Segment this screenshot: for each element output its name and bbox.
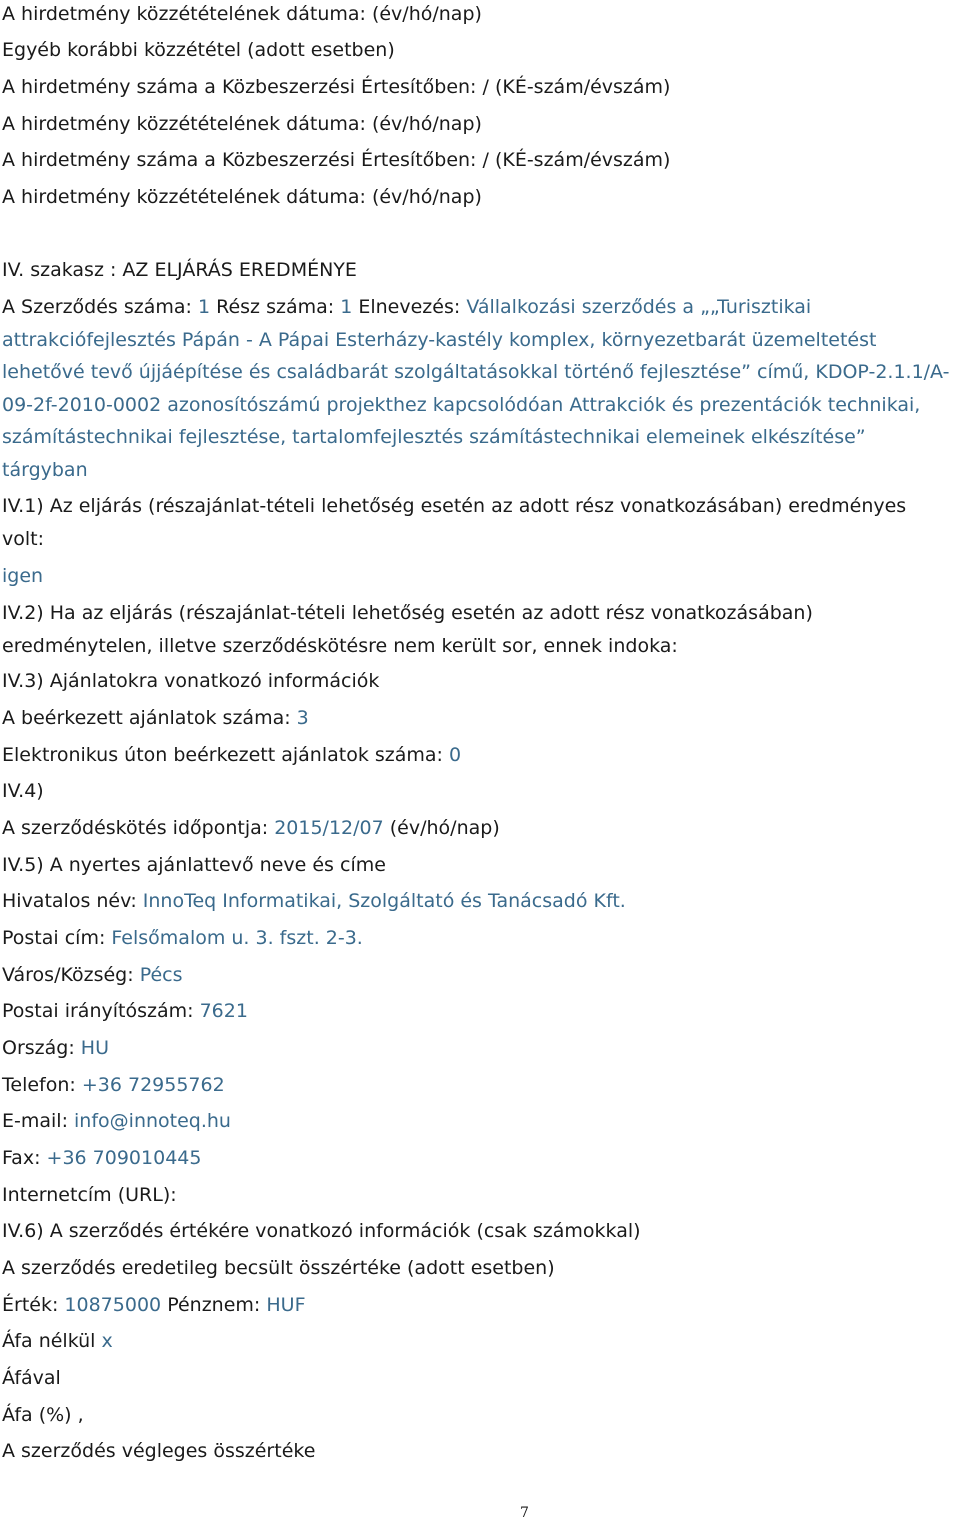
header-line-3: A hirdetmény száma a Közbeszerzési Értesítőben: / (KÉ-szám/évszám)	[2, 76, 671, 98]
section-title: IV. szakasz : AZ ELJÁRÁS EREDMÉNYE	[2, 259, 357, 281]
beerkezett-ajanlatok	[2, 706, 309, 730]
elnevezes-value: Vállalkozási szerződés a „„Turisztikai attrakciófejlesztés Pápán - A Pápai Esterházy-kastély komplex, környezetbarát üzemeltetést lehetővé tevő újjáépítése és családbarát szolgáltatásokkal történő fejlesztése” című, KDOP-2.1.1/A-09-2f-2010-0002 azonosítószámú projekthez kapcsolódóan Attrakciók és prezentációk technikai, számítástechnikai fejlesztése, tartalomfejlesztés számítástechnikai elemeinek elkészítése” tárgyban	[2, 296, 950, 481]
contract-paragraph	[2, 291, 954, 486]
page-number: 7	[520, 1505, 529, 1521]
field-value: +36 709010445	[46, 1147, 202, 1169]
afa-nelkul-label: Áfa nélkül	[2, 1330, 96, 1352]
resz-value: 1	[340, 296, 353, 318]
field-label: Postai cím:	[2, 927, 106, 949]
elektronikus-value: 0	[449, 744, 462, 766]
nyertes-postai-cim	[2, 926, 363, 950]
beerkezett-label: A beérkezett ajánlatok száma:	[2, 707, 291, 729]
datum-label: A szerződéskötés időpontja:	[2, 817, 269, 839]
header-line-6: A hirdetmény közzétételének dátuma: (év/hó/nap)	[2, 186, 482, 208]
beerkezett-value: 3	[296, 707, 309, 729]
field-value: info@innoteq.hu	[74, 1110, 231, 1132]
nyertes-orszag	[2, 1036, 109, 1060]
szerzodeskotes-datum	[2, 816, 500, 840]
afa-nelkul	[2, 1329, 113, 1353]
datum-suffix: (év/hó/nap)	[389, 817, 500, 839]
datum-value: 2015/12/07	[274, 817, 384, 839]
field-label: Fax:	[2, 1147, 41, 1169]
becsult-osszertek-label: A szerződés eredetileg becsült összértéke (adott esetben)	[2, 1257, 555, 1279]
nyertes-fax	[2, 1146, 201, 1170]
nyertes-iranyitoszam	[2, 999, 248, 1023]
iv2-label: IV.2) Ha az eljárás (részajánlat-tételi lehetőség esetén az adott rész vonatkozásában) eredménytelen, illetve szerződéskötésre nem került sor, ennek indoka:	[2, 602, 813, 657]
field-value: InnoTeq Informatikai, Szolgáltató és Tanácsadó Kft.	[142, 890, 626, 912]
iv5-title: IV.5) A nyertes ajánlattevő neve és címe	[2, 854, 386, 876]
afa-szazalek-label: Áfa (%) ,	[2, 1404, 84, 1426]
field-value: +36 72955762	[81, 1074, 225, 1096]
nyertes-email	[2, 1109, 231, 1133]
header-line-1: A hirdetmény közzétételének dátuma: (év/hó/nap)	[2, 3, 482, 25]
ertek-penznem	[2, 1293, 306, 1317]
field-label: E-mail:	[2, 1110, 68, 1132]
ertek-value: 10875000	[64, 1294, 162, 1316]
field-label: Telefon:	[2, 1074, 76, 1096]
resz-label: Rész száma:	[216, 296, 335, 318]
nyertes-internetcim	[2, 1183, 177, 1207]
afa-nelkul-value: x	[101, 1330, 113, 1352]
field-value: Pécs	[139, 964, 183, 986]
szerzodes-label: A Szerződés száma:	[2, 296, 192, 318]
iv1-label: IV.1) Az eljárás (részajánlat-tételi lehetőség esetén az adott rész vonatkozásában) eredményes volt:	[2, 495, 907, 550]
szerzodes-value: 1	[197, 296, 211, 318]
field-label: Város/Község:	[2, 964, 134, 986]
header-line-2: Egyéb korábbi közzététel (adott esetben)	[2, 39, 395, 61]
penznem-value: HUF	[266, 1294, 306, 1316]
field-value: HU	[80, 1037, 109, 1059]
nyertes-hivatalos-nev	[2, 889, 626, 913]
field-label: Hivatalos név:	[2, 890, 137, 912]
field-label: Internetcím (URL):	[2, 1184, 177, 1206]
header-line-5: A hirdetmény száma a Közbeszerzési Értesítőben: / (KÉ-szám/évszám)	[2, 149, 671, 171]
field-value: 7621	[199, 1000, 248, 1022]
field-label: Ország:	[2, 1037, 75, 1059]
iv6-title: IV.6) A szerződés értékére vonatkozó információk (csak számokkal)	[2, 1220, 641, 1242]
iv4-title: IV.4)	[2, 780, 44, 802]
nyertes-telefon	[2, 1073, 225, 1097]
penznem-label: Pénznem:	[167, 1294, 261, 1316]
elektronikus-ajanlatok	[2, 743, 461, 767]
ertek-label: Érték:	[2, 1294, 59, 1316]
elnevezes-label: Elnevezés:	[358, 296, 461, 318]
header-line-4: A hirdetmény közzétételének dátuma: (év/hó/nap)	[2, 113, 482, 135]
vegleges-osszertek-label: A szerződés végleges összértéke	[2, 1440, 316, 1462]
iv3-title: IV.3) Ajánlatokra vonatkozó információk	[2, 670, 380, 692]
afaval-label: Áfával	[2, 1367, 61, 1389]
field-value: Felsőmalom u. 3. fszt. 2-3.	[111, 927, 363, 949]
field-label: Postai irányítószám:	[2, 1000, 194, 1022]
nyertes-varos	[2, 963, 183, 987]
iv1-value: igen	[2, 565, 44, 587]
elektronikus-label: Elektronikus úton beérkezett ajánlatok száma:	[2, 744, 443, 766]
